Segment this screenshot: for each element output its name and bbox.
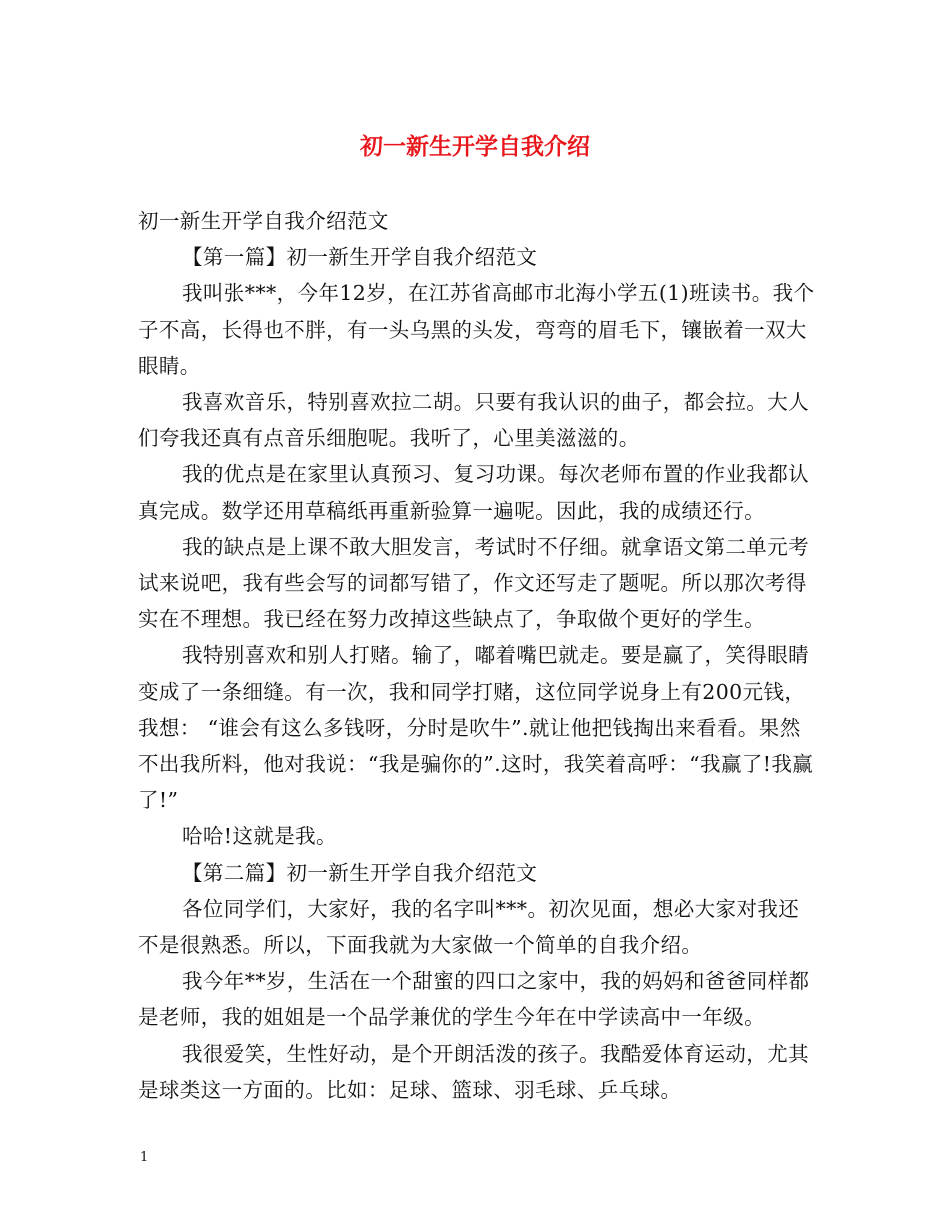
section-heading-2: 【第二篇】初一新生开学自我介绍范文 (182, 860, 538, 885)
body-paragraph: 我的优点是在家里认真预习、复习功课。每次老师布置的作业我都认真完成。数学还用草稿纸再重新验算一遍呢。因此，我的成绩还行。 (138, 462, 809, 523)
document-body (138, 203, 818, 1108)
section-heading-1: 【第一篇】初一新生开学自我介绍范文 (182, 245, 538, 270)
body-paragraph: 我喜欢音乐，特别喜欢拉二胡。只要有我认识的曲子，都会拉。大人们夸我还真有点音乐细胞呢。我听了，心里美滋滋的。 (138, 390, 809, 451)
body-paragraph: 各位同学们，大家好，我的名字叫***。初次见面，想必大家对我还不是很熟悉。所以，下面我就为大家做一个简单的自我介绍。 (138, 896, 800, 958)
body-paragraph: 哈哈!这就是我。 (182, 824, 337, 849)
body-paragraph: 我今年**岁，生活在一个甜蜜的四口之家中，我的妈妈和爸爸同样都是老师，我的姐姐是一个品学兼优的学生今年在中学读高中一年级。 (138, 969, 810, 1030)
page-number: 1 (140, 1150, 149, 1165)
page-title: 初一新生开学自我介绍 (360, 133, 590, 160)
body-paragraph: 我很爱笑，生性好动，是个开朗活泼的孩子。我酷爱体育运动，尤其是球类这一方面的。比如：足球、篮球、羽毛球、乒乓球。 (138, 1041, 809, 1102)
body-paragraph: 我的缺点是上课不敢大胆发言，考试时不仔细。就拿语文第二单元考试来说吧，我有些会写的词都写错了，作文还写走了题呢。所以那次考得实在不理想。我已经在努力改掉这些缺点了，争取做个更好的学生。 (138, 534, 809, 632)
subtitle-paragraph: 初一新生开学自我介绍范文 (138, 209, 389, 233)
body-paragraph: 我特别喜欢和别人打赌。输了，嘟着嘴巴就走。要是赢了，笑得眼睛变成了一条细缝。有一次，我和同学打赌，这位同学说身上有200元钱，我想： “谁会有这么多钱呀，分时是吹牛”.就让他把钱掏出来看看。果然不出我所料，他对我说：“我是骗你的”.这时，我笑着高呼：“我赢了!我赢了!” (138, 643, 814, 813)
body-paragraph: 我叫张***，今年12岁，在江苏省高邮市北海小学五(1)班读书。我个子不高，长得也不胖，有一头乌黑的头发，弯弯的眉毛下，镶嵌着一双大眼睛。 (138, 281, 815, 378)
